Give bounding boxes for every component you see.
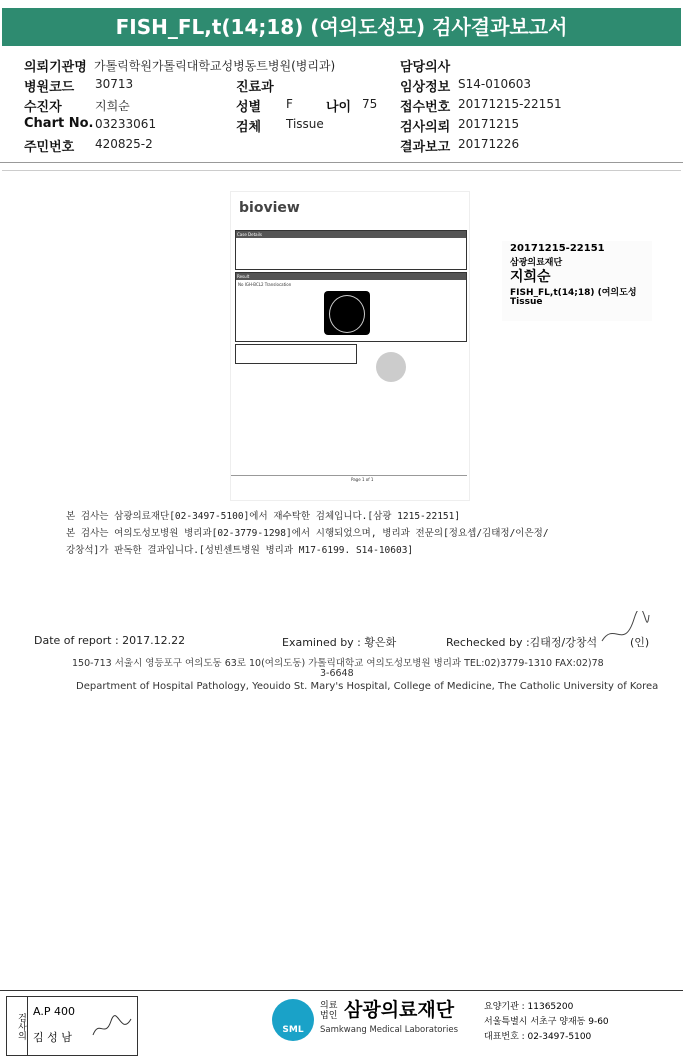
org-english-name: Samkwang Medical Laboratories <box>320 1025 459 1035</box>
org-phone: 대표번호 : 02-3497-5100 <box>484 1032 592 1042</box>
department-label: 진료과 <box>236 80 274 95</box>
note-line-3: 강창석]가 판독한 결과입니다.[성빈센트병원 병리과 M17-6199. S14-10603] <box>66 545 414 556</box>
department-line: Department of Hospital Pathology, Yeouido St. Mary's Hospital, College of Medicine, The Catholic University of Korea <box>76 681 659 692</box>
result-heading: Result <box>236 273 466 280</box>
age-label: 나이 <box>326 100 352 115</box>
receipt-no: 20171215-22151 <box>458 97 562 111</box>
org-name: 삼광의료재단 <box>344 999 455 1021</box>
stamp-signature <box>91 1013 135 1043</box>
case-details-box <box>235 230 467 270</box>
test-request-date: 20171215 <box>458 117 520 131</box>
org-address: 서울특별시 서초구 양재동 9-60 <box>484 1017 609 1027</box>
id-no-label: 주민번호 <box>24 140 75 155</box>
date-of-report: Date of report : 2017.12.22 <box>34 634 186 647</box>
examined-by: Examined by : 황은화 <box>282 636 397 649</box>
patient-label: 수진자 <box>24 100 62 115</box>
specimen-sticker <box>502 241 652 321</box>
examiner-stamp <box>6 996 138 1056</box>
chart-no: 03233061 <box>95 117 157 131</box>
clinical-info: S14-010603 <box>458 77 532 91</box>
hospital-code-label: 병원코드 <box>24 80 75 95</box>
result-report-date: 20171226 <box>458 137 520 151</box>
rechecked-by: Rechecked by :김태정/강창석 <box>446 636 598 649</box>
sticker-receipt: 20171215-22151 <box>510 243 605 254</box>
footer-bar <box>0 990 683 1061</box>
receipt-no-label: 접수번호 <box>400 100 451 115</box>
result-box <box>235 272 467 342</box>
requesting-institution: 가톨릭학원가톨릭대학교성병동트병원(병리과) <box>94 59 336 73</box>
specimen: Tissue <box>286 117 324 131</box>
stamp-name: 김 성 남 <box>33 1031 72 1044</box>
sml-logo: SML <box>272 999 314 1041</box>
chart-no-label: Chart No. <box>24 116 94 131</box>
address-line-1: 150-713 서울시 영등포구 여의도동 63로 10(여의도동) 가톨릭대학교 여의도성모병원 병리과 TEL:02)3779-1310 FAX:02)78 <box>72 658 604 669</box>
sex: F <box>286 97 293 111</box>
test-request-label: 검사의뢰 <box>400 120 451 135</box>
report-header <box>0 46 683 164</box>
signature <box>594 611 654 651</box>
patient-name: 지희순 <box>95 99 130 113</box>
seal-mark: (인) <box>630 636 650 649</box>
cell-count-table <box>235 344 357 364</box>
result-report-label: 결과보고 <box>400 140 451 155</box>
sticker-test: FISH_FL,t(14;18) (여의도성 <box>510 288 637 298</box>
scanned-report <box>2 170 681 986</box>
stamp-label: 검사의 <box>7 997 28 1055</box>
id-no: 420825-2 <box>95 137 153 151</box>
hospital-code: 30713 <box>95 77 134 91</box>
report-title: FISH_FL,t(14;18) (여의도성모) 검사결과보고서 <box>2 8 681 46</box>
org-prefix: 의료법인 <box>320 1001 338 1021</box>
sticker-specimen: Tissue <box>510 297 543 307</box>
note-line-1: 본 검사는 삼광의료재단[02-3497-5100]에서 재수탁한 검체입니다.[삼광 1215-22151] <box>66 511 461 522</box>
note-line-2: 본 검사는 여의도성모병원 병리과[02-3779-1298]에서 시행되었으며, 병리과 전문의[정요셉/김태정/이은정/ <box>66 528 549 539</box>
clinical-info-label: 임상정보 <box>400 80 451 95</box>
result-text: No IGH-BCL2 Translocation <box>238 282 292 287</box>
bioview-logo: bioview <box>239 200 300 216</box>
header-divider <box>0 162 683 163</box>
care-code: 요양기관 : 11365200 <box>484 1002 574 1012</box>
case-details-heading: Case Details <box>236 231 466 238</box>
address-line-2: 3-6648 <box>320 668 354 679</box>
sticker-org: 삼광의료재단 <box>510 258 563 268</box>
page-number: Page 1 of 1 <box>351 477 374 482</box>
sticker-patient: 지희순 <box>510 269 551 285</box>
fish-cell-image <box>324 291 370 335</box>
fish-report-image <box>230 191 470 501</box>
stamp-code: A.P 400 <box>33 1005 75 1018</box>
specimen-label: 검체 <box>236 120 262 135</box>
age: 75 <box>362 97 378 111</box>
requesting-institution-label: 의뢰기관명 <box>24 60 87 75</box>
attending-physician-label: 담당의사 <box>400 60 451 75</box>
cell-thumbnail <box>376 352 406 382</box>
sex-label: 성별 <box>236 100 262 115</box>
